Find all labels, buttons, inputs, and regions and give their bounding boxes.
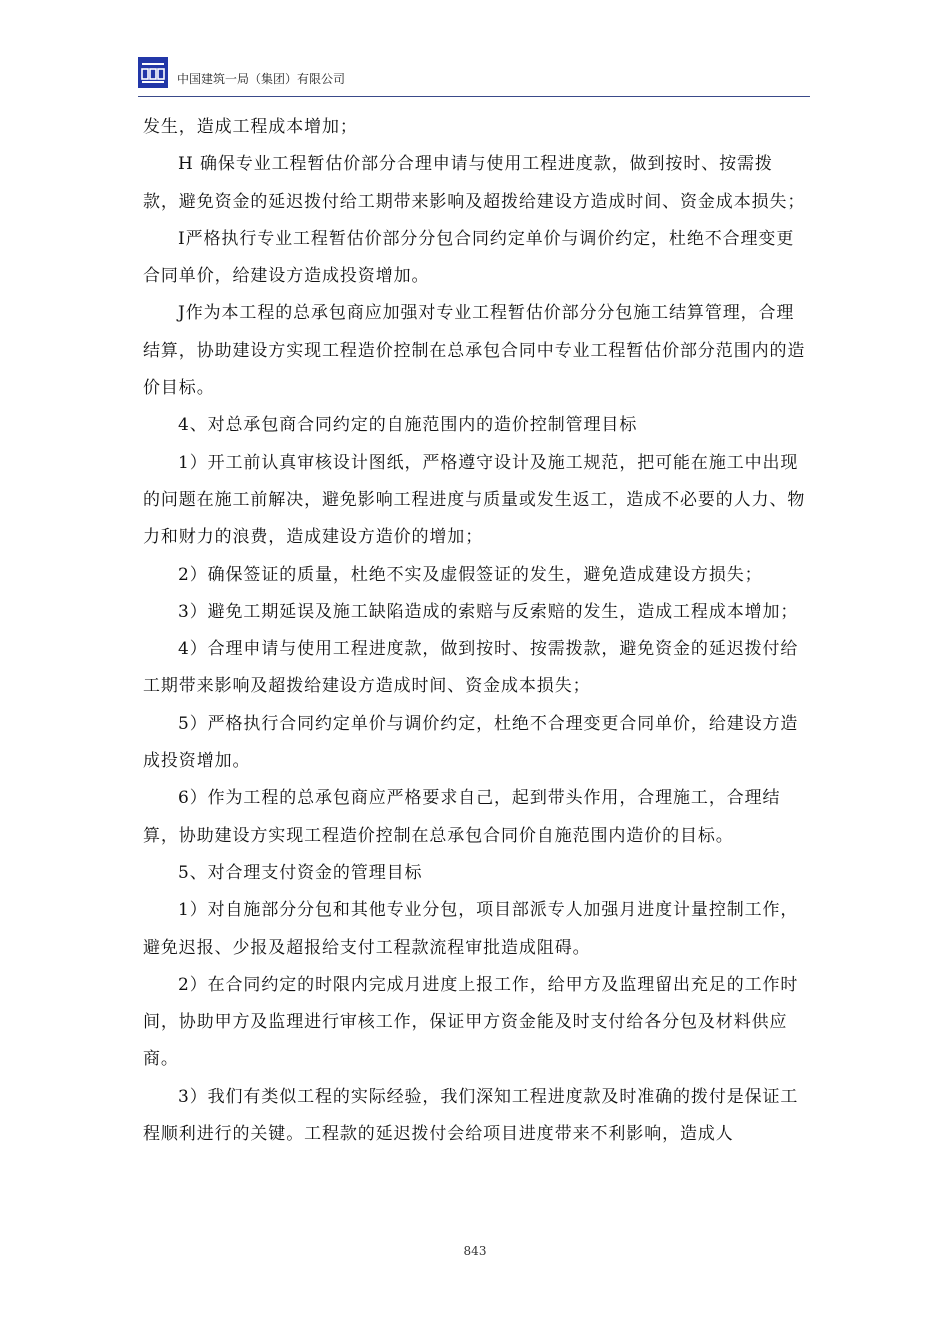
paragraph: H 确保专业工程暂估价部分合理申请与使用工程进度款，做到按时、按需拨款，避免资金的延迟拨付给工期带来影响及超拨给建设方造成时间、资金成本损失； <box>143 154 806 212</box>
section-heading: 4、对总承包商合同约定的自施范围内的造价控制管理目标 <box>178 415 638 436</box>
page-header <box>138 57 810 97</box>
paragraph: 3）我们有类似工程的实际经验，我们深知工程进度款及时准确的拨付是保证工程顺利进行的关键。工程款的延迟拨付会给项目进度带来不利影响，造成人 <box>143 1086 799 1145</box>
paragraph: J作为本工程的总承包商应加强对专业工程暂估价部分分包施工结算管理，合理结算，协助建设方实现工程造价控制在总承包合同中专业工程暂估价部分范围内的造价目标。 <box>143 303 806 399</box>
paragraph: 3）避免工期延误及施工缺陷造成的索赔与反索赔的发生，造成工程成本增加； <box>178 601 799 622</box>
paragraph: 6）作为工程的总承包商应严格要求自己，起到带头作用，合理施工，合理结算，协助建设方实现工程造价控制在总承包合同价自施范围内造价的目标。 <box>143 788 781 846</box>
paragraph: 2）在合同约定的时限内完成月进度上报工作，给甲方及监理留出充足的工作时间，协助甲方及监理进行审核工作，保证甲方资金能及时支付给各分包及材料供应商。 <box>143 974 799 1070</box>
paragraph: 发生，造成工程成本增加； <box>143 117 358 137</box>
document-body <box>143 109 807 1153</box>
header-divider <box>138 96 810 97</box>
company-name: 中国建筑一局（集团）有限公司 <box>177 72 346 86</box>
paragraph: 2）确保签证的质量，杜绝不实及虚假签证的发生，避免造成建设方损失； <box>178 564 763 585</box>
paragraph: 5）严格执行合同约定单价与调价约定，杜绝不合理变更合同单价，给建设方造成投资增加。 <box>143 713 799 772</box>
paragraph: I严格执行专业工程暂估价部分分包合同约定单价与调价约定，杜绝不合理变更合同单价，给建设方造成投资增加。 <box>143 228 795 287</box>
paragraph: 1）对自施部分分包和其他专业分包，项目部派专人加强月进度计量控制工作，避免迟报、少报及超报给支付工程款流程审批造成阻碍。 <box>143 900 799 958</box>
company-logo-icon <box>138 57 168 88</box>
section-heading: 5、对合理支付资金的管理目标 <box>178 862 423 883</box>
paragraph: 4）合理申请与使用工程进度款，做到按时、按需拨款，避免资金的延迟拨付给工期带来影响及超拨给建设方造成时间、资金成本损失； <box>143 639 799 697</box>
paragraph: 1）开工前认真审核设计图纸，严格遵守设计及施工规范，把可能在施工中出现的问题在施工前解决，避免影响工程进度与质量或发生返工，造成不必要的人力、物力和财力的浪费，造成建设方造价的增加； <box>143 452 806 548</box>
page-number: 843 <box>463 1244 487 1258</box>
